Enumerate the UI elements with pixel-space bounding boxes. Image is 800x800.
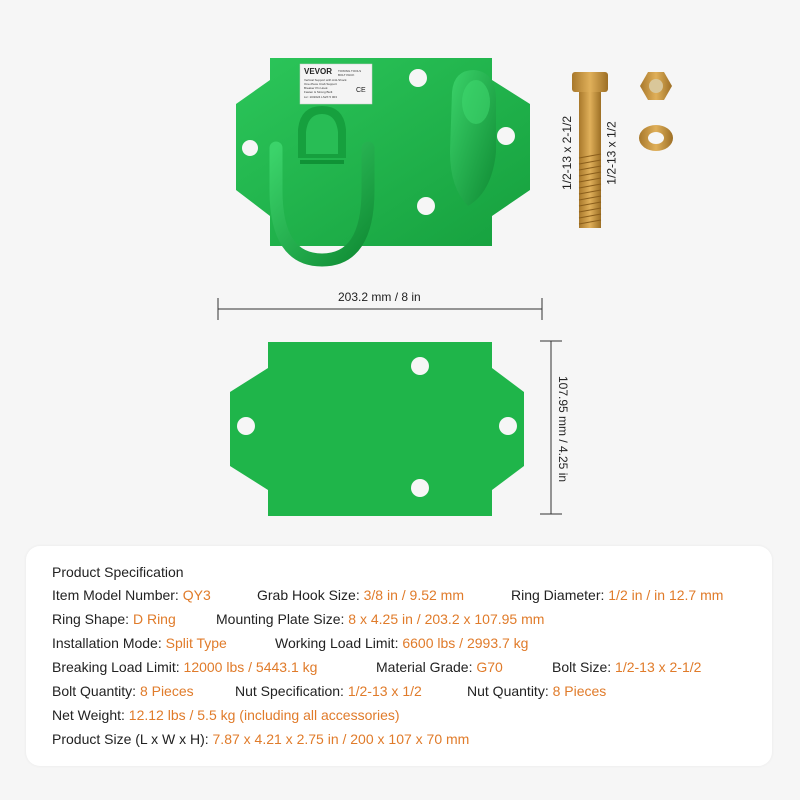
spec-value: 6600 lbs / 2993.7 kg [402, 635, 529, 651]
spec-value: 12.12 lbs / 5.5 kg (including all accessories) [128, 707, 400, 723]
bolt-head [572, 72, 608, 92]
mounting-plate-flat-illustration [222, 338, 542, 518]
plate-hole [417, 197, 435, 215]
specification-card [26, 546, 772, 766]
spec-label: Material Grade: [376, 659, 477, 675]
label-side-1: TOWING TOOLS [338, 69, 362, 73]
spec-value: 1/2-13 x 2-1/2 [615, 659, 702, 675]
spec-label: Breaking Load Limit: [52, 659, 184, 675]
hook-assembly-illustration [230, 40, 540, 280]
d-ring-bracket-shade [306, 114, 338, 154]
brand-logo: VEVOR [304, 67, 333, 76]
spec-label: Product Size (L x W x H): [52, 731, 213, 747]
ce-mark: CE [356, 87, 366, 94]
label-line-1: Vertical Support with Anti-Shock [304, 78, 347, 82]
spec-value: 8 Pieces [139, 683, 194, 699]
spec-label: Nut Specification: [235, 683, 348, 699]
spec-value: QY3 [182, 587, 211, 603]
spec-label: Mounting Plate Size: [216, 611, 349, 627]
spec-value: 12000 lbs / 5443.1 kg [183, 659, 318, 675]
spec-title: Product Specification [52, 564, 184, 580]
bolt-size-label: 1/2-13 x 2-1/2 [560, 115, 575, 191]
spec-label: Bolt Size: [552, 659, 616, 675]
spec-label: Bolt Quantity: [52, 683, 140, 699]
height-dimension-label: 107.95 mm / 4.25 in [556, 375, 571, 483]
spec-label: Ring Diameter: [511, 587, 609, 603]
spec-label: Installation Mode: [52, 635, 166, 651]
spec-value: 8 x 4.25 in / 203.2 x 107.95 mm [348, 611, 545, 627]
spec-value: 1/2 in / in 12.7 mm [608, 587, 724, 603]
nut-size-label: 1/2-13 x 1/2 [604, 121, 619, 185]
spec-value: 8 Pieces [552, 683, 607, 699]
plate-hole [409, 69, 427, 87]
bolt-shank [579, 92, 601, 228]
plate-hole [242, 140, 258, 156]
plate-hole [411, 357, 429, 375]
plate-hole [237, 417, 255, 435]
spec-label: Net Weight: [52, 707, 129, 723]
spec-value: Split Type [165, 635, 227, 651]
label-side-2: BOLT PACK [338, 73, 355, 77]
spec-label: Working Load Limit: [275, 635, 403, 651]
label-line-5: Lic: 10/2024 LS2X 5 003 [304, 95, 337, 99]
spec-value: G70 [476, 659, 503, 675]
spec-value: 7.87 x 4.21 x 2.75 in / 200 x 107 x 70 mm [212, 731, 470, 747]
washer-hole [648, 132, 664, 144]
spec-value: 1/2-13 x 1/2 [347, 683, 422, 699]
label-line-2: One-Piece Crab Support [304, 82, 337, 86]
spec-label: Nut Quantity: [467, 683, 553, 699]
spec-label: Ring Shape: [52, 611, 133, 627]
spec-label: Grab Hook Size: [257, 587, 364, 603]
grab-hook-highlight [462, 80, 490, 124]
label-line-4: Fasten & Strong Built [304, 90, 333, 94]
spec-value: D Ring [132, 611, 176, 627]
spec-value: 3/8 in / 9.52 mm [363, 587, 464, 603]
plate-hole [497, 127, 515, 145]
nut-hole [649, 79, 663, 93]
width-dimension-label: 203.2 mm / 8 in [338, 290, 421, 304]
label-line-3: Breaker Pin Hook [304, 86, 328, 90]
mounting-plate-flat [230, 342, 524, 516]
bolt-nut-washer-illustration [560, 66, 690, 236]
plate-hole [411, 479, 429, 497]
spec-label: Item Model Number: [52, 587, 183, 603]
plate-hole [499, 417, 517, 435]
